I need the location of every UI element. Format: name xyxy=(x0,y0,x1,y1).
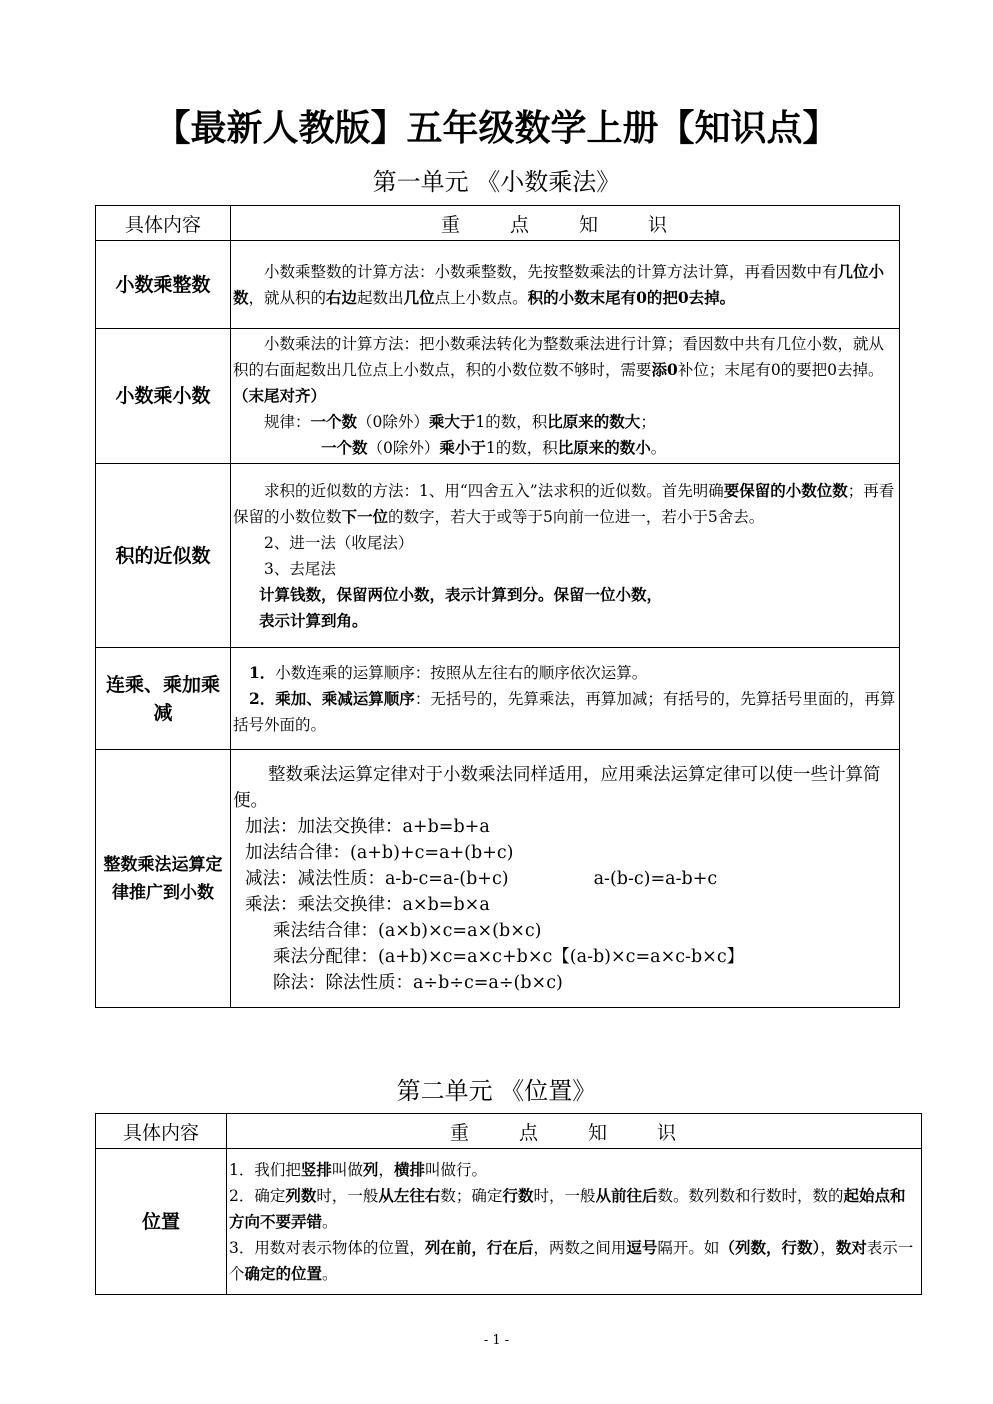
text-bold: 要保留的小数位数 xyxy=(723,480,848,500)
text: 小数乘整数的计算方法：小数乘整数，先按整数乘法的计算方法计算，再看因数中 xyxy=(264,262,823,281)
page-title: 【最新人教版】五年级数学上册【知识点】 xyxy=(154,108,839,149)
text: 表示一个 xyxy=(229,1238,914,1283)
row-content xyxy=(231,329,900,464)
text-bold: 逗号 xyxy=(626,1237,658,1257)
text-bold: 横排 xyxy=(393,1159,425,1179)
row-category: 积的近似数 xyxy=(96,464,231,648)
table-row xyxy=(96,464,900,648)
text-bold: （末尾对齐） xyxy=(233,386,327,405)
formula-line: 乘法结合律：(a×b)×c=a×(b×c) xyxy=(273,920,542,941)
col-header-knowledge: 重 点 知 识 xyxy=(227,1114,922,1149)
formula-line: a-(b-c)=a-b+c xyxy=(593,868,718,889)
text-bold: 乘加、乘减运算顺序 xyxy=(275,688,415,708)
text-bold: 右边 xyxy=(326,287,358,307)
text: 。 xyxy=(650,439,667,457)
text-bold: 起始点和方向不要弄错 xyxy=(229,1185,906,1231)
text: 2．确定 xyxy=(229,1186,286,1205)
text: 整数乘法运算定律对于小数乘法同样适用，应用乘法运算定律可以使一些计算简便。 xyxy=(233,764,881,811)
text: 小数连乘的运算顺序：按照从左往右的顺序依次运算。 xyxy=(275,663,648,682)
text: 的数字，若大于或等于5向前一位进一，若小于5舍去。 xyxy=(388,507,765,526)
unit1-heading: 第一单元 《小数乘法》 xyxy=(372,168,621,196)
row-category: 连乘、乘加乘减 xyxy=(96,648,231,750)
formula-line: 减法：减法性质：a-b-c=a-(b+c) xyxy=(245,868,509,889)
row-content xyxy=(231,464,900,648)
table-row xyxy=(96,241,900,329)
text: 叫做行。 xyxy=(424,1160,487,1179)
text: 小数乘法的计算方法：把小数乘法转化为整数乘法进行计算；看因数中共有几位小数，就从积的右面起数出几位点上小数点，积的小数位数不够时，需要 xyxy=(233,335,885,379)
text: 时，一般 xyxy=(316,1186,379,1205)
text: ，两数之间用 xyxy=(533,1238,627,1257)
text: 规律： xyxy=(264,413,311,431)
text-bold: 比原来的数大 xyxy=(547,412,641,431)
formula-line: 除法：除法性质：a÷b÷c=a÷(b×c) xyxy=(273,972,563,993)
text-bold: 一个数 xyxy=(310,412,358,431)
unit1-table xyxy=(95,205,900,1008)
text: ；再看保留的小数位数 xyxy=(233,481,895,526)
row-category: 整数乘法运算定律推广到小数 xyxy=(96,750,231,1008)
col-header-knowledge: 重 点 知 识 xyxy=(231,206,900,241)
text: 1．我们把 xyxy=(229,1160,301,1179)
unit1-header-row xyxy=(96,206,900,241)
text: 1的数，积 xyxy=(475,413,548,431)
text-bold: 确定的位置 xyxy=(244,1263,323,1283)
text: 时，一般 xyxy=(533,1186,596,1205)
text-bold: 从左往右 xyxy=(378,1185,441,1205)
unit2-table xyxy=(95,1113,922,1295)
text-bold: 计算钱数，保留两位小数，表示计算到分。保留一位小数， xyxy=(259,584,663,604)
row-content xyxy=(227,1149,922,1295)
text: 有 xyxy=(822,262,838,281)
text: 起数出 xyxy=(357,288,404,307)
text: 补位；末尾有0的要把0去掉。 xyxy=(677,361,884,379)
formula-line: 加法结合律：(a+b)+c=a+(b+c) xyxy=(245,842,514,863)
text-bold: 乘小于 xyxy=(439,438,486,457)
text: 1的数，积 xyxy=(485,439,558,457)
text: 。 xyxy=(322,1212,338,1231)
text: （0除外） xyxy=(367,439,440,457)
text-bold: 几位 xyxy=(403,287,435,307)
col-header-content: 具体内容 xyxy=(96,206,231,241)
text-bold: 添0 xyxy=(651,360,678,379)
row-category: 位置 xyxy=(96,1149,227,1295)
text-bold: 列 xyxy=(362,1159,379,1179)
text-bold: 几位小数 xyxy=(233,261,885,307)
table-row xyxy=(96,648,900,750)
text: 叫做 xyxy=(331,1160,363,1179)
text: ； xyxy=(640,413,656,431)
text: 3．用数对表示物体的位置， xyxy=(229,1238,425,1257)
text-bold: 2． xyxy=(249,688,276,708)
row-category: 小数乘整数 xyxy=(96,241,231,329)
text: 点上小数点。 xyxy=(434,288,528,307)
text-bold: 表示计算到角。 xyxy=(259,610,368,630)
unit2-heading: 第二单元 《位置》 xyxy=(396,1077,597,1105)
text: ， xyxy=(378,1160,394,1179)
text-bold: 竖排 xyxy=(300,1159,332,1179)
text: 3、去尾法 xyxy=(264,559,336,578)
text: 求积的近似数的方法：1、用“四舍五入”法求积的近似数。首先明确 xyxy=(264,481,724,500)
table-row xyxy=(96,1149,922,1295)
text-bold: 下一位 xyxy=(341,506,389,526)
text-bold: 列数 xyxy=(285,1185,317,1205)
text-bold: 1． xyxy=(249,662,276,682)
text-bold: 比原来的数小 xyxy=(557,438,651,457)
text: 2、进一法（收尾法） xyxy=(264,533,414,552)
text: ，就从积的 xyxy=(248,288,327,307)
text: （0除外） xyxy=(357,413,429,431)
row-content xyxy=(231,241,900,329)
text: 隔开。如 xyxy=(657,1238,720,1257)
page-number: - 1 - xyxy=(483,1333,510,1348)
text: 数。数列数和行数时，数的 xyxy=(657,1186,844,1205)
text-bold: 从前往后 xyxy=(595,1185,658,1205)
col-header-content: 具体内容 xyxy=(96,1114,227,1149)
text-bold: 列在前，行在后 xyxy=(424,1237,534,1257)
row-category: 小数乘小数 xyxy=(96,329,231,464)
formula-line: 乘法分配律：(a+b)×c=a×c+b×c【(a-b)×c=a×c-b×c】 xyxy=(273,946,745,967)
row-content xyxy=(231,750,900,1008)
table-row xyxy=(96,750,900,1008)
unit2-header-row xyxy=(96,1114,922,1149)
text-bold: 积的小数末尾有0的把0去掉。 xyxy=(527,287,736,307)
table-row xyxy=(96,329,900,464)
formula-line: 加法：加法交换律：a+b=b+a xyxy=(245,816,490,837)
text-bold: 行数 xyxy=(502,1185,534,1205)
text-bold: 一个数 xyxy=(321,438,368,457)
text: 。 xyxy=(322,1264,338,1283)
text-bold: 乘大于 xyxy=(428,412,476,431)
text-bold: 数对 xyxy=(835,1237,867,1257)
text: ， xyxy=(820,1238,836,1257)
text: 数；确定 xyxy=(440,1186,503,1205)
text: ：无括号的，先算乘法，再算加减；有括号的，先算括号里面的，再算括号外面的。 xyxy=(233,689,896,734)
row-content xyxy=(231,648,900,750)
text-bold: （列数，行数） xyxy=(719,1237,821,1257)
formula-line: 乘法：乘法交换律：a×b=b×a xyxy=(245,894,490,915)
